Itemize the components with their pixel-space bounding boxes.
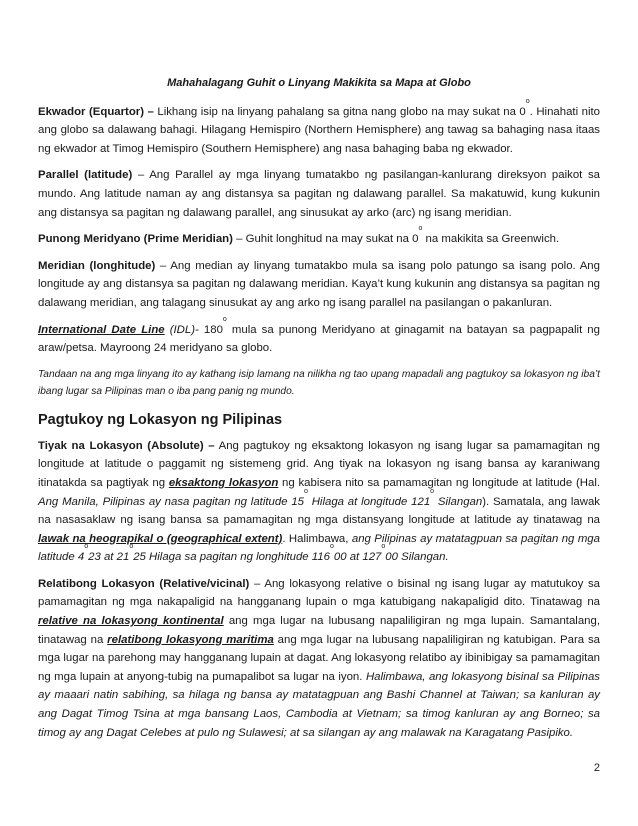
- degree-sign: o: [430, 487, 435, 495]
- tiyak-example-6: 25 Hilaga sa pagitan ng longhitude 116: [133, 551, 330, 564]
- degree-sign: o: [329, 543, 334, 551]
- tiyak-example-8: 00 Silangan.: [385, 551, 449, 564]
- prime-meridian-text-2: na makikita sa Greenwich.: [422, 233, 560, 246]
- parallel-term: Parallel (latitude): [38, 169, 133, 182]
- tiyak-emphasis-2: lawak na heograpikal o (geographical extent): [38, 532, 283, 545]
- page-number: 2: [593, 762, 600, 774]
- ekwador-term: Ekwador (Equartor) –: [38, 105, 154, 118]
- degree-sign: o: [418, 225, 423, 233]
- idl-text: 180: [198, 323, 223, 336]
- meridian-term: Meridian (longhitude): [38, 259, 156, 272]
- ekwador-text: Likhang isip na linyang pahalang sa gitna nang globo na may sukat na 0: [153, 105, 526, 118]
- degree-sign: o: [381, 543, 386, 551]
- tiyak-paragraph: [38, 437, 600, 567]
- tiyak-text-2: ng kabisera nito sa pamamagitan ng longitude at latitude (Hal.: [278, 476, 601, 489]
- prime-meridian-text: – Guhit longhitud na may sukat na 0: [232, 233, 419, 246]
- note-text: Tandaan na ang mga linyang ito ay kathang isip lamang na nilikha ng tao upang mapadali ang pagtukoy sa lokasyon ng iba’t ibang lugar sa Pilipinas man o iba pang panig ng mundo.: [38, 368, 600, 397]
- degree-sign: o: [304, 487, 308, 495]
- idl-paragraph: [38, 315, 600, 358]
- degree-sign: o: [129, 543, 134, 551]
- relatibo-paragraph: [38, 575, 600, 742]
- tiyak-example-3: Silangan: [434, 495, 483, 508]
- idl-term: International Date Line: [38, 323, 165, 336]
- tiyak-example-4: ang Pilipinas ay matatagpuan sa pagitan ng mga latitude 4: [38, 532, 600, 564]
- meridian-text: – Ang median ay linyang tumatakbo mula sa isang polo patungo sa isang polo. Ang longitude ay ang distansya sa pagitan ng dalawang meridian. Kaya’t kung kukunin ang distansya sa pagitan ng dalawang meridian, ang talagang sinusukat ay ang arko ng isang parallel na pasilangan o pakanluran.: [38, 259, 600, 309]
- relatibo-emphasis-2: relatibong lokasyong maritima: [107, 633, 274, 646]
- idl-abbr: (IDL)-: [164, 323, 199, 336]
- meridian-paragraph: [38, 257, 600, 313]
- degree-sign: o: [525, 97, 530, 105]
- ekwador-paragraph: [38, 97, 600, 159]
- idl-text-2: mula sa punong Meridyano at ginagamit na batayan sa pagpapalit ng araw/petsa. Mayroong 24 meridyano sa globo.: [38, 323, 600, 355]
- degree-sign: o: [222, 315, 227, 323]
- section-heading: Pagtukoy ng Lokasyon ng Pilipinas: [38, 411, 283, 428]
- tiyak-emphasis-1: eksaktong lokasyon: [168, 476, 279, 489]
- tiyak-example-2: Hilaga at longitude 121: [307, 495, 431, 508]
- relatibo-example: Halimbawa, ang lokasyong bisinal sa Pilipinas ay maaari natin sabihing, sa hilaga ng bansa ay matatagpuan ang Bashi Channel at Taiwan; sa kanluran ay ang Dagat Timog Tsina at mga bansang Laos, Cambodia at Vietnam; sa timog kanluran ay ang Borneo; sa timog ay ang Dagat Celebes at pulo ng Sulawesi; at sa silangan ay ang malawak na Karagatang Pasipiko.: [38, 670, 600, 739]
- relatibo-text: – Ang lokasyong relative o bisinal ng isang lugar ay matutukoy sa pamamagitan ng mga nakapaligid na hangganang lupain o mga katubigang nakapaligid dito. Tinatawag na: [38, 577, 600, 609]
- prime-meridian-paragraph: [38, 225, 600, 249]
- prime-meridian-term: Punong Meridyano (Prime Meridian): [38, 233, 233, 246]
- tiyak-text: Ang pagtukoy ng eksaktong lokasyon ng isang lugar sa pamamagitan ng longitude at latitude o paggamit ng sistemeng grid. Ang tiyak na lokasyon ng isang bansa ay karaniwang itinatakda sa pagtiyak ng: [38, 439, 600, 489]
- tiyak-example-7: 00 at 127: [333, 551, 382, 564]
- parallel-text: – Ang Parallel ay mga linyang tumatakbo ng pasilangan-kanlurang direksyon paikot sa mundo. Ang latitude naman ay ang distansya sa pagitan ng dalawang parallel. Sa makatuwid, kung kukunin ang distansya sa pagitan ng dalawang parallel, ang sinusukat ay arko (arc) ng isang meridian.: [38, 169, 600, 219]
- tiyak-text-3: ). Samatala, ang lawak na nasasaklaw ng isang bansa sa pamamagitan ng mga distansyang longitude at latitude ay tinatawag na: [38, 495, 600, 527]
- tiyak-example-5: 23 at 21: [88, 551, 130, 564]
- relatibo-text-3: ang mga lugar na lubusang napaliligiran ng katubigan. Para sa mga lugar na parehong may hangganang lupain at dagat. Ang lokasyong relatibo ay ibinibigay sa pamamagitan ng mga lupain at anyong-tubig na pumapalibot sa lugar na iyon.: [38, 633, 600, 683]
- tiyak-example-1: Ang Manila, Pilipinas ay nasa pagitan ng latitude 15: [38, 495, 304, 508]
- degree-sign: o: [84, 543, 89, 551]
- relatibo-term: Relatibong Lokasyon (Relative/vicinal): [38, 577, 250, 590]
- tiyak-term: Tiyak na Lokasyon (Absolute) –: [38, 439, 215, 452]
- tiyak-text-4: . Halimbawa,: [282, 532, 352, 545]
- ekwador-text-2: . Hinahati nito ang globo sa dalawang bahagi. Hilagang Hemispiro (Northern Hemisphere) ang tawag sa bahaging nasa itaas ng ekwador at Timog Hemispiro (Southern Hemisphere) ang nasa bahaging baba ng ekwador.: [38, 105, 600, 155]
- relatibo-emphasis-1: relative na lokasyong kontinental: [38, 615, 224, 628]
- page-title: Mahahalagang Guhit o Linyang Makikita sa Mapa at Globo: [167, 77, 471, 89]
- relatibo-text-2: ang mga lugar na lubusang napaliligiran ng mga lupain. Samantalang, tinatawag na: [38, 615, 600, 646]
- parallel-paragraph: [38, 166, 600, 222]
